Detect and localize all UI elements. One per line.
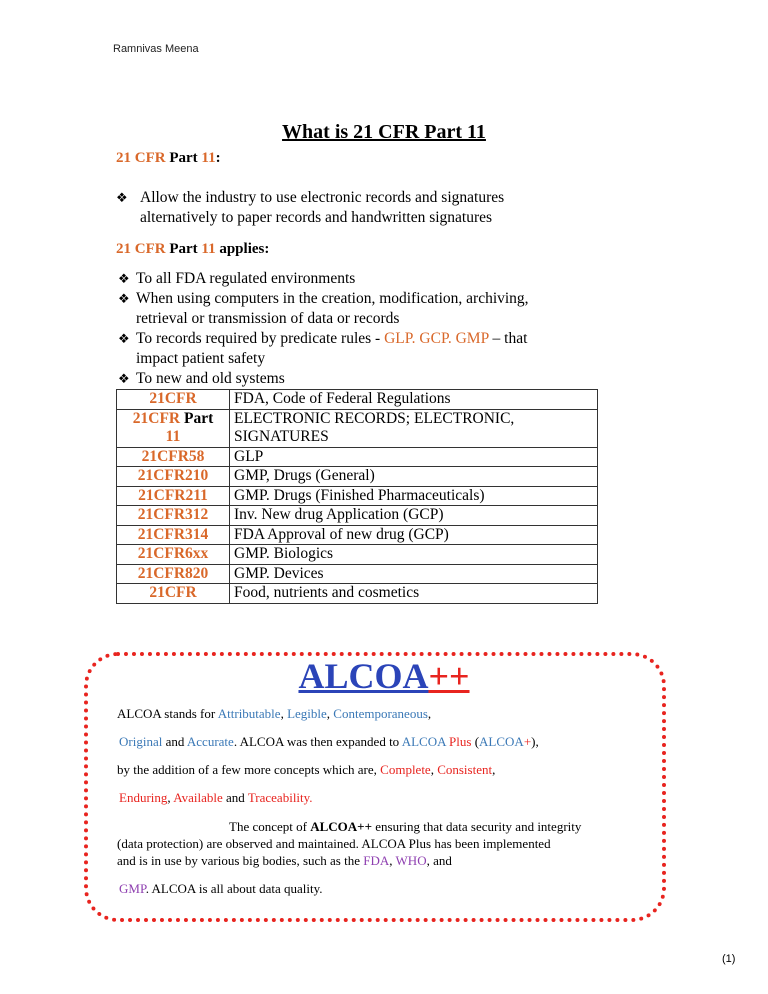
cfr-table [116,389,598,604]
alcoa-paragraph-line-3: by the addition of a few more concepts which are, Complete, Consistent, [117,762,496,777]
alcoa-paragraph-line-7: and is in use by various big bodies, such as the FDA, WHO, and [117,853,452,868]
table-row: 21CFR211 GMP. Drugs (Finished Pharmaceuticals) [117,486,598,506]
page-header-author: Ramnivas Meena [113,43,199,55]
diamond-bullet-icon: ❖ [118,331,130,346]
diamond-bullet-icon: ❖ [118,291,130,306]
page-number: (1) [722,953,736,965]
alcoa-paragraph-line-6: (data protection) are observed and maintained. ALCOA Plus has been implemented [117,836,551,851]
table-row: 21CFR6xx GMP. Biologics [117,545,598,565]
table-row: 21CFR820 GMP. Devices [117,564,598,584]
table-row: 21CFR312 Inv. New drug Application (GCP) [117,506,598,526]
alcoa-paragraph-line-8: GMP. ALCOA is all about data quality. [119,881,323,896]
diamond-bullet-icon: ❖ [118,271,130,286]
table-row: 21CFR Food, nutrients and cosmetics [117,584,598,604]
list-item: ❖ When using computers in the creation, modification, archiving, [118,290,529,307]
list-item: ❖ To all FDA regulated environments [118,270,356,287]
diamond-bullet-icon: ❖ [118,371,130,386]
alcoa-paragraph-line-4: Enduring, Available and Traceability. [119,790,313,805]
page-title: What is 21 CFR Part 11 [282,121,486,143]
section-heading-part11: 21 CFR Part 11: [116,150,221,166]
table-row: 21CFR FDA, Code of Federal Regulations [117,390,598,410]
diamond-bullet-icon: ❖ [116,190,128,205]
bullet-list-applies: ❖ To all FDA regulated environments ❖ When using computers in the creation, modification, archiving, retrieval or transmission of data or records ❖ To records required by predicate rules - GLP. GCP. GMP – that impact patient safety ❖ To new and old systems [118,270,529,387]
table-row: 21CFR210 GMP, Drugs (General) [117,467,598,487]
alcoa-paragraph-line-5: The concept of ALCOA++ ensuring that data security and integrity [229,819,582,834]
section-heading-applies: 21 CFR Part 11 applies: [116,241,270,257]
alcoa-heading: ALCOA++ [298,656,470,696]
list-item: ❖ To new and old systems [118,370,285,387]
table-row: 21CFR58 GLP [117,447,598,467]
alcoa-paragraph-line-2: Original and Accurate. ALCOA was then expanded to ALCOA Plus (ALCOA+), [119,734,539,749]
table-row: 21CFR314 FDA Approval of new drug (GCP) [117,525,598,545]
alcoa-paragraph-line-1: ALCOA stands for Attributable, Legible, Contemporaneous, [117,706,432,721]
bullet-allow: ❖ Allow the industry to use electronic records and signatures alternatively to paper records and handwritten signatures [116,189,505,226]
list-item: ❖ To records required by predicate rules - GLP. GCP. GMP – that [118,330,528,347]
table-row: 21CFR Part 11 ELECTRONIC RECORDS; ELECTRONIC, SIGNATURES [117,409,598,447]
